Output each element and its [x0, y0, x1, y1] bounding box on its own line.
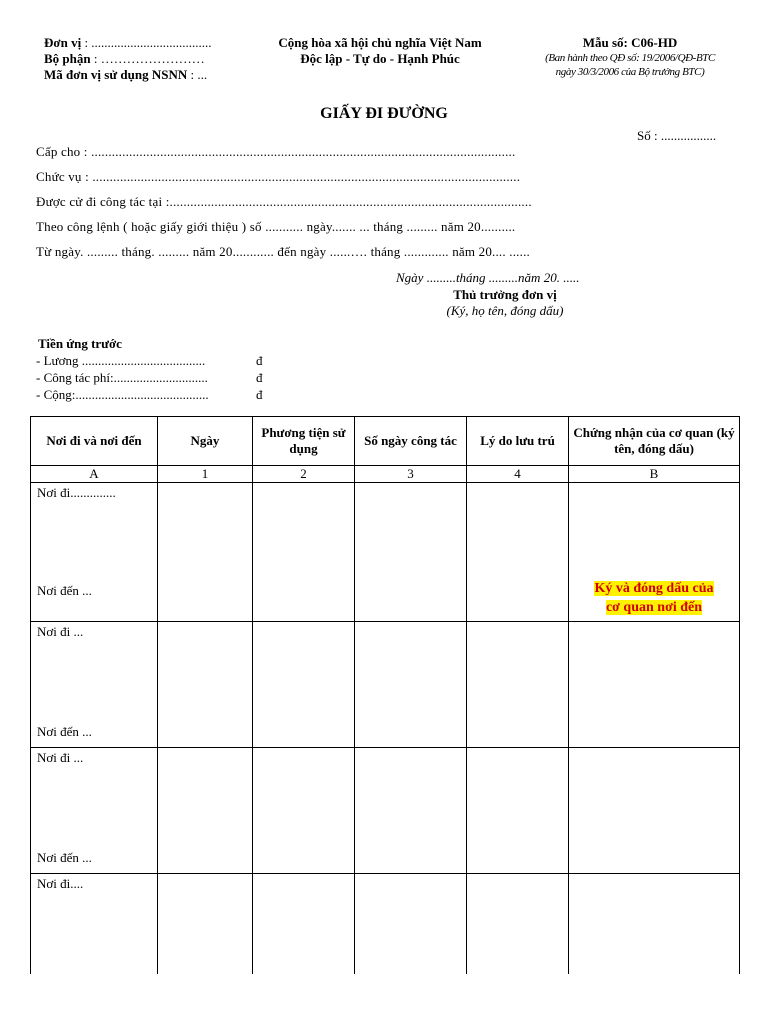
- field-issued-to: Cấp cho : ...........................................................................................................................: [36, 144, 516, 159]
- index-b: B: [569, 466, 740, 483]
- stamp-note-line-2: cơ quan nơi đến: [605, 600, 703, 615]
- national-motto: [240, 35, 520, 67]
- advance-total-unit: đ: [256, 387, 263, 402]
- header-days: Số ngày công tác: [355, 417, 467, 466]
- reason-cell: [467, 622, 569, 748]
- document-title: GIẤY ĐI ĐƯỜNG: [320, 105, 448, 122]
- signature-title: Thủ trưởng đơn vị: [453, 287, 557, 302]
- form-note-1: (Ban hành theo QĐ số: 19/2006/QĐ-BTC: [545, 52, 715, 64]
- days-cell: [355, 622, 467, 748]
- field-sent-to: Được cử đi công tác tại :.........................................................................................................: [36, 194, 532, 209]
- form-note-2: ngày 30/3/2006 của Bộ trưởng BTC): [555, 66, 705, 78]
- advance-total: - Cộng:.........................................: [36, 387, 209, 402]
- index-1: 1: [158, 466, 253, 483]
- budget-code-label: Mã đơn vị sử dụng NSNN: [44, 67, 188, 82]
- date-cell: [158, 483, 253, 622]
- form-code-block: [520, 35, 740, 79]
- unit-label: Đơn vị: [44, 35, 82, 50]
- advance-salary: - Lương ......................................: [36, 353, 206, 368]
- header-vehicle: Phương tiện sử dụng: [253, 417, 355, 466]
- route-cell: [31, 622, 158, 748]
- vehicle-cell: [253, 874, 355, 974]
- field-position: Chức vụ : ............................................................................................................................: [36, 169, 521, 184]
- nation-line-2: Độc lập - Tự do - Hạnh Phúc: [300, 51, 460, 66]
- nation-line-1: Cộng hòa xã hội chủ nghĩa Việt Nam: [278, 35, 482, 50]
- index-3: 3: [355, 466, 467, 483]
- vehicle-cell: [253, 748, 355, 874]
- signature-date: Ngày .........tháng .........năm 20. .....: [396, 270, 580, 285]
- date-cell: [158, 874, 253, 974]
- signature-note: (Ký, họ tên, đóng dấu): [446, 303, 564, 318]
- stamp-note: [569, 579, 739, 617]
- index-a: A: [31, 466, 158, 483]
- field-period: Từ ngày. ......... tháng. ......... năm 20............ đến ngày ......…. tháng ............. năm 20.... ......: [36, 244, 530, 259]
- table-row: [31, 483, 740, 622]
- arrival-label: Nơi đến ...: [37, 583, 92, 598]
- header-reason: Lý do lưu trú: [467, 417, 569, 466]
- advance-allowance-unit: đ: [256, 370, 263, 385]
- departure-label: Nơi đi....: [37, 876, 84, 891]
- index-4: 4: [467, 466, 569, 483]
- certification-cell: [569, 748, 740, 874]
- vehicle-cell: [253, 622, 355, 748]
- days-cell: [355, 874, 467, 974]
- document-number: Số : .................: [637, 128, 717, 143]
- arrival-label: Nơi đến ...: [37, 724, 92, 739]
- days-cell: [355, 748, 467, 874]
- index-2: 2: [253, 466, 355, 483]
- advance-title: Tiền ứng trước: [38, 336, 122, 351]
- route-cell: [31, 874, 158, 974]
- table-index-row: [31, 466, 740, 483]
- arrival-label: Nơi đến ...: [37, 850, 92, 865]
- header-date: Ngày: [158, 417, 253, 466]
- days-cell: [355, 483, 467, 622]
- certification-cell: [569, 622, 740, 748]
- route-cell: [31, 483, 158, 622]
- travel-table: [30, 416, 740, 974]
- vehicle-cell: [253, 483, 355, 622]
- table-row: [31, 874, 740, 974]
- departure-label: Nơi đi ...: [37, 624, 84, 639]
- unit-value: : .....................................: [84, 35, 212, 50]
- departure-label: Nơi đi ...: [37, 750, 84, 765]
- advance-salary-unit: đ: [256, 353, 263, 368]
- route-cell: [31, 748, 158, 874]
- reason-cell: [467, 483, 569, 622]
- date-cell: [158, 622, 253, 748]
- departure-label: Nơi đi..............: [37, 485, 116, 500]
- dept-value: : ……………………: [93, 51, 205, 66]
- dept-label: Bộ phận: [44, 51, 91, 66]
- header-place: Nơi đi và nơi đến: [31, 417, 158, 466]
- reason-cell: [467, 748, 569, 874]
- reason-cell: [467, 874, 569, 974]
- form-code: Mẫu số: C06-HD: [582, 35, 678, 50]
- certification-cell: [569, 483, 740, 622]
- table-row: [31, 622, 740, 748]
- table-row: [31, 748, 740, 874]
- header-unit-block: [44, 35, 212, 83]
- date-cell: [158, 748, 253, 874]
- budget-code-value: : ...: [190, 67, 208, 82]
- advance-allowance: - Công tác phí:.............................: [36, 370, 208, 385]
- field-order: Theo công lệnh ( hoặc giấy giới thiệu ) số ........... ngày....... ... tháng ......... năm 20..........: [36, 219, 516, 234]
- stamp-note-line-1: Ký và đóng dấu của: [594, 581, 714, 596]
- certification-cell: [569, 874, 740, 974]
- table-header-row: [31, 417, 740, 466]
- header-certification: Chứng nhận của cơ quan (ký tên, đóng dấu): [569, 417, 740, 466]
